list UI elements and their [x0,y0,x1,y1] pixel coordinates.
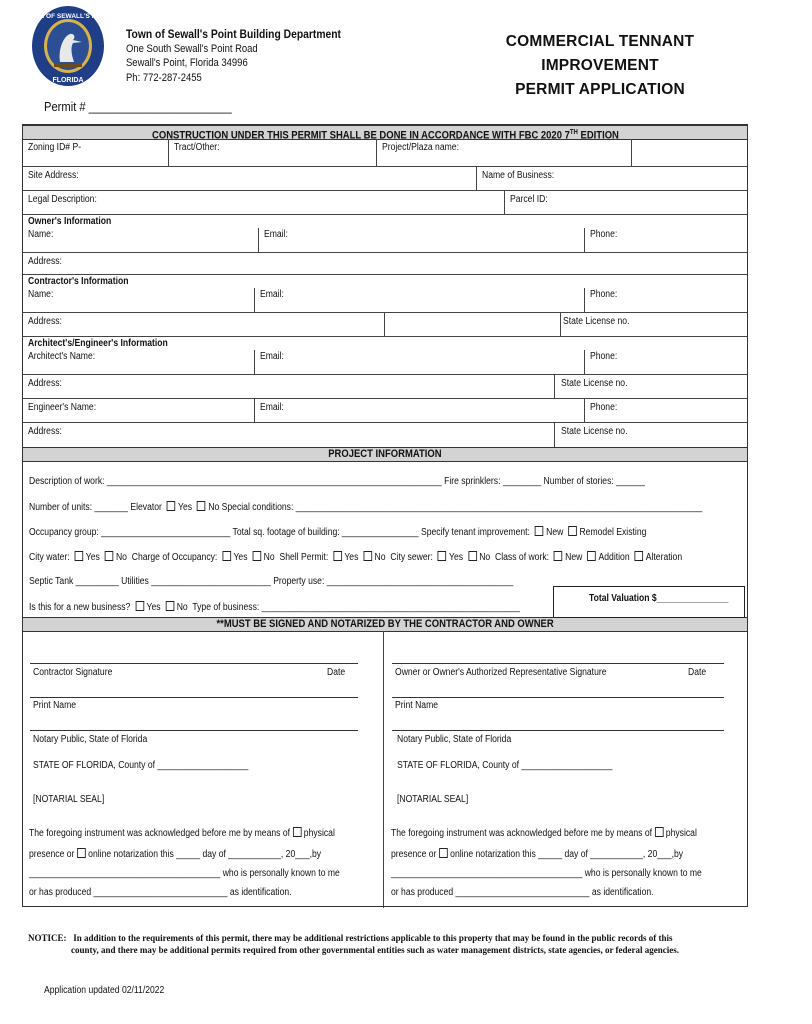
architect-email-field[interactable]: Email: [255,350,585,375]
owner-county-field[interactable]: STATE OF FLORIDA, County of ___________________ [397,760,613,771]
contractor-date-label: Date [327,667,346,678]
charge-occupancy-yes-checkbox[interactable] [222,551,231,561]
class-new-checkbox[interactable] [554,551,563,561]
engineer-email-field[interactable]: Email: [255,399,585,422]
title-line2: IMPROVEMENT [541,57,659,74]
owner-signature-block: Owner or Owner's Authorized Representative Signature Date Print Name Notary Public, State of Florida STATE OF FLORIDA, County of ___________________ [NOTARIAL SEAL] The foregoing instrument was acknowledged before me by means of physical presence or online notarization this _____ day of ___________, 20___,by ________________________________________ who is personally known to me or has produced ____________________________ as identification. [386,630,748,906]
owner-name-field[interactable]: Name: [23,228,259,253]
city-sewer-no-checkbox[interactable] [468,551,477,561]
contractor-email-field[interactable]: Email: [255,288,585,313]
project-info-header: PROJECT INFORMATION [23,447,747,462]
architect-row [23,337,747,375]
legal-row [23,191,747,215]
units-elevator-line: Number of units: _______ Elevator Yes No Special conditions: _____________________________________________________________________________________ [29,502,703,513]
contractor-signature-block: Contractor Signature Date Print Name Notary Public, State of Florida STATE OF FLORIDA, County of ___________________ [NOTARIAL SEAL] The foregoing instrument was acknowledged before me by means of physical presence or online notarization this _____ day of ___________, 20___,by ________________________________________ who is personally known to me or has produced ____________________________ as identification. [24,630,382,906]
fbc-banner: CONSTRUCTION UNDER THIS PERMIT SHALL BE DONE IN ACCORDANCE WITH FBC 2020 7TH EDITION [23,125,747,140]
engineer-row [23,399,747,423]
engineer-license-field[interactable]: State License no. [561,426,628,437]
new-business-yes-checkbox[interactable] [135,601,144,611]
zoning-row [23,139,747,167]
tenant-remodel-checkbox[interactable] [568,526,577,536]
description-of-work-line[interactable]: Description of work: ______________________________________________________________________ Fire sprinklers: ________ Number of stories: ______ [29,476,645,487]
architect-license-field[interactable]: State License no. [561,378,628,389]
charge-occupancy-no-checkbox[interactable] [252,551,261,561]
new-business-no-checkbox[interactable] [166,601,175,611]
elevator-no-checkbox[interactable] [197,501,206,511]
notice-text: NOTICE: In addition to the requirements of this permit, there may be additional restrictions applicable to this property that may be found in the public records of this county, and there may be additional permits required from other governmental entities such as water management districts, state agencies, or federal agencies. [28,933,680,955]
owner-date-label: Date [688,667,707,678]
contractor-county-field[interactable]: STATE OF FLORIDA, County of ___________________ [33,760,249,771]
contractor-signature-label: Contractor Signature [33,667,113,678]
city-water-yes-checkbox[interactable] [75,551,84,561]
town-seal-logo [24,4,112,88]
owner-section-header: Owner's Information [28,216,112,227]
engineer-name-field[interactable]: Engineer's Name: [23,399,255,422]
zoning-field[interactable]: Zoning ID# P- [23,139,169,166]
architect-name-field[interactable]: Architect's Name: [23,350,255,375]
application-updated-footer: Application updated 02/11/2022 [44,985,165,996]
new-business-line: Is this for a new business? Yes No Type of business: ______________________________________________________ [29,602,520,613]
title-line1: COMMERCIAL TENNANT [505,33,695,50]
contractor-address-field-2[interactable] [385,313,561,336]
title-line3: PERMIT APPLICATION [515,81,685,98]
units-label: Number of units: _______ Elevator [29,502,162,513]
contractor-section-header: Contractor's Information [28,276,129,287]
must-be-signed-banner: **MUST BE SIGNED AND NOTARIZED BY THE CONTRACTOR AND OWNER [23,617,747,632]
shell-permit-yes-checkbox[interactable] [333,551,342,561]
class-addition-checkbox[interactable] [587,551,596,561]
engineer-address-row [23,423,747,447]
owner-email-field[interactable]: Email: [259,228,585,253]
tract-field[interactable]: Tract/Other: [169,139,377,166]
legal-description-field[interactable]: Legal Description: [23,191,505,214]
type-of-business-field[interactable]: Type of business: ______________________________________________________ [192,602,520,613]
site-address-field[interactable]: Site Address: [23,167,477,190]
city-sewer-yes-checkbox[interactable] [438,551,447,561]
owner-address-field[interactable]: Address: [23,253,747,275]
owner-signature-label: Owner or Owner's Authorized Representative Signature [395,667,607,678]
department-phone: Ph: 772-287-2455 [126,71,202,84]
owner-phone-field[interactable]: Phone: [590,229,618,240]
contractor-phone-field[interactable]: Phone: [590,289,618,300]
architect-section-header: Architect's/Engineer's Information [28,338,168,349]
septic-utilities-line[interactable]: Septic Tank _________ Utilities _________________________ Property use: _______________________________________ [29,576,514,587]
contractor-name-field[interactable]: Name: [23,288,255,313]
owner-row [23,215,747,253]
owner-print-line[interactable] [392,697,724,698]
seal-text-top: TOWN OF SEWALL'S POINT [24,13,112,20]
owner-online-checkbox[interactable] [439,848,448,858]
parcel-id-field[interactable]: Parcel ID: [510,194,548,205]
contractor-address-row [23,313,747,337]
contractor-physical-checkbox[interactable] [293,827,302,837]
notice-label: NOTICE: [28,933,67,943]
architect-phone-field[interactable]: Phone: [590,351,618,362]
signature-divider [383,631,384,908]
project-plaza-field[interactable]: Project/Plaza name: [377,139,632,166]
total-valuation-box[interactable]: Total Valuation $_______________ [553,586,745,618]
class-alteration-checkbox[interactable] [635,551,644,561]
department-info [126,27,376,85]
engineer-address-field[interactable]: Address: [23,423,555,447]
occupancy-line: Occupancy group: ___________________________ Total sq. footage of building: ________________ Specify tenant improvement: New Remodel Existing [29,527,647,538]
contractor-online-checkbox[interactable] [77,848,86,858]
contractor-row [23,275,747,313]
utilities-line: City water: Yes No Charge of Occupancy: Yes No Shell Permit: Yes No City sewer: Yes No Class of work: New Addition Alteration [29,552,683,563]
contractor-notary-line[interactable] [30,730,358,731]
owner-notary-line[interactable] [392,730,724,731]
owner-physical-checkbox[interactable] [655,827,664,837]
contractor-license-field[interactable]: State License no. [563,316,630,327]
city-water-no-checkbox[interactable] [105,551,114,561]
elevator-yes-checkbox[interactable] [167,501,176,511]
shell-permit-no-checkbox[interactable] [363,551,372,561]
contractor-print-line[interactable] [30,697,358,698]
architect-address-field[interactable]: Address: [23,375,555,398]
site-address-row [23,167,747,191]
form-title [470,30,730,102]
department-address2: Sewall's Point, Florida 34996 [126,57,248,69]
seal-text-bottom: FLORIDA [52,77,84,84]
permit-number-field[interactable]: Permit # _______________________ [44,99,232,114]
business-name-field[interactable]: Name of Business: [482,170,555,181]
architect-address-row [23,375,747,399]
contractor-address-field[interactable]: Address: [23,313,385,336]
tenant-new-checkbox[interactable] [535,526,544,536]
special-conditions-label: Special conditions: _____________________________________________________________________________________ [221,502,703,513]
department-name: Town of Sewall's Point Building Department [126,27,341,41]
department-address1: One South Sewall's Point Road [126,42,258,55]
engineer-phone-field[interactable]: Phone: [590,402,618,413]
